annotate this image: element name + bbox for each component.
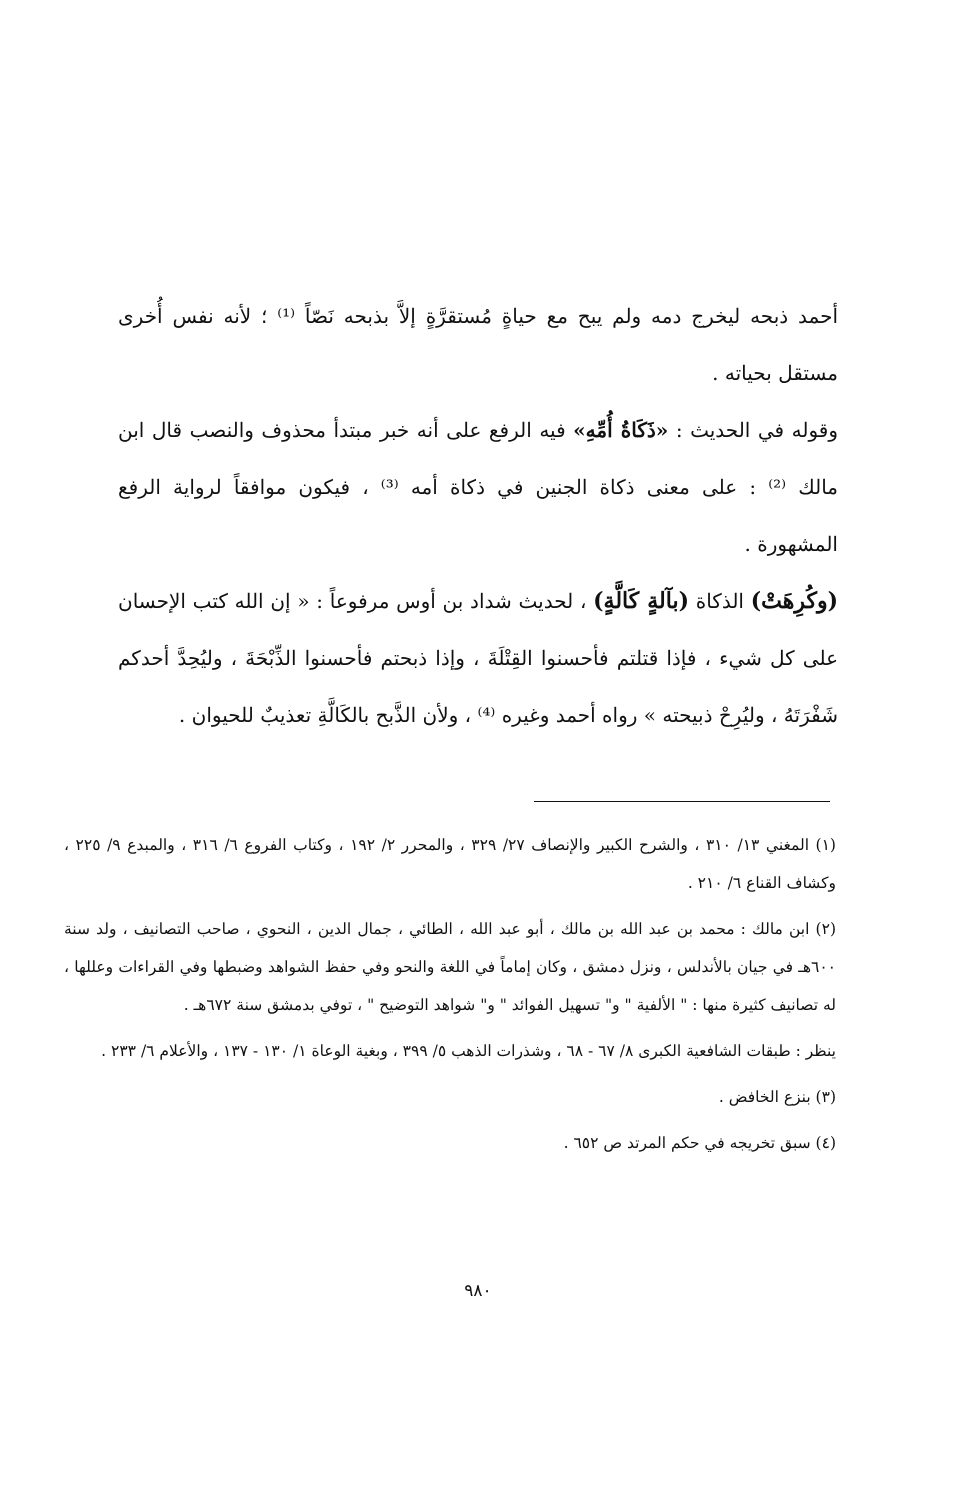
footnote-1: (١) المغني ١٣/ ٣١٠ ، والشرح الكبير والإنصاف ٢٧/ ٣٢٩ ، والمحرر ٢/ ١٩٢ ، وكتاب الفروع ٦/ ٣١٦ ، والمبدع ٩/ ٢٢٥ ، وكشاف القناع ٦/ ٢١٠ .	[64, 836, 836, 892]
page-number: ٩٨٠	[464, 1281, 492, 1301]
matn-term-ala-kalla: (بآلةٍ كَالَّةٍ)	[593, 588, 689, 614]
paragraph-2-rest: فيه الرفع على أنه خبر مبتدأ محذوف والنصب قال ابن مالك ⁽²⁾ : على معنى ذكاة الجنين في ذكاة أمه ⁽³⁾ ، فيكون موافقاً لرواية الرفع المشهورة .	[118, 418, 838, 556]
footnote-3: (٣) بنزع الخافض .	[718, 1088, 836, 1106]
hadith-quote: «ذَكَاةُ أُمِّهِ»	[573, 418, 669, 442]
paragraph-3	[118, 573, 838, 744]
paragraph-1: أحمد ذبحه ليخرج دمه ولم يبح مع حياةٍ مُستقرَّةٍ إلاَّ بذبحه نَصّاً ⁽¹⁾ ؛ لأنه نفس أُخرى مستقل بحياته .	[118, 304, 838, 385]
matn-term-kurihat: (وكُرِهَتْ)	[750, 588, 838, 614]
main-text	[118, 288, 838, 744]
footnotes	[64, 826, 836, 1170]
paragraph-2	[118, 402, 838, 573]
paragraph-3-rest: ، لحديث شداد بن أوس مرفوعاً : « إن الله كتب الإحسان على كل شيء ، فإذا قتلتم فأحسنوا القِتْلَةَ ، وإذا ذبحتم فأحسنوا الذِّبْحَةَ ، وليُحِدَّ أحدكم شَفْرَتَهُ ، وليُرِحْ ذبيحته » رواه أحمد وغيره ⁽⁴⁾ ، ولأن الذَّبح بالكَالَّةِ تعذيبٌ للحيوان .	[118, 589, 838, 727]
paragraph-2-intro: وقوله في الحديث :	[668, 418, 838, 442]
footnote-divider	[534, 801, 830, 802]
paragraph-3-intro: الذكاة	[689, 589, 751, 613]
footnote-4: (٤) سبق تخريجه في حكم المرتد ص ٦٥٢ .	[563, 1134, 836, 1152]
footnote-2: (٢) ابن مالك : محمد بن عبد الله بن مالك ، أبو عبد الله ، الطائي ، جمال الدين ، النحوي ، صاحب التصانيف ، ولد سنة ٦٠٠هـ في جيان بالأندلس ، ونزل دمشق ، وكان إماماً في اللغة والنحو وفي حفظ الشواهد وضبطها وفي القراءات وعللها ، له تصانيف كثيرة منها : " الألفية " و" تسهيل الفوائد " و" شواهد التوضيح " ، توفي بدمشق سنة ٦٧٢هـ .	[64, 920, 836, 1014]
footnote-2-sources: ينظر : طبقات الشافعية الكبرى ٨/ ٦٧ - ٦٨ ، وشذرات الذهب ٥/ ٣٩٩ ، وبغية الوعاة ١/ ١٣٠ - ١٣٧ ، والأعلام ٦/ ٢٣٣ .	[101, 1042, 836, 1060]
